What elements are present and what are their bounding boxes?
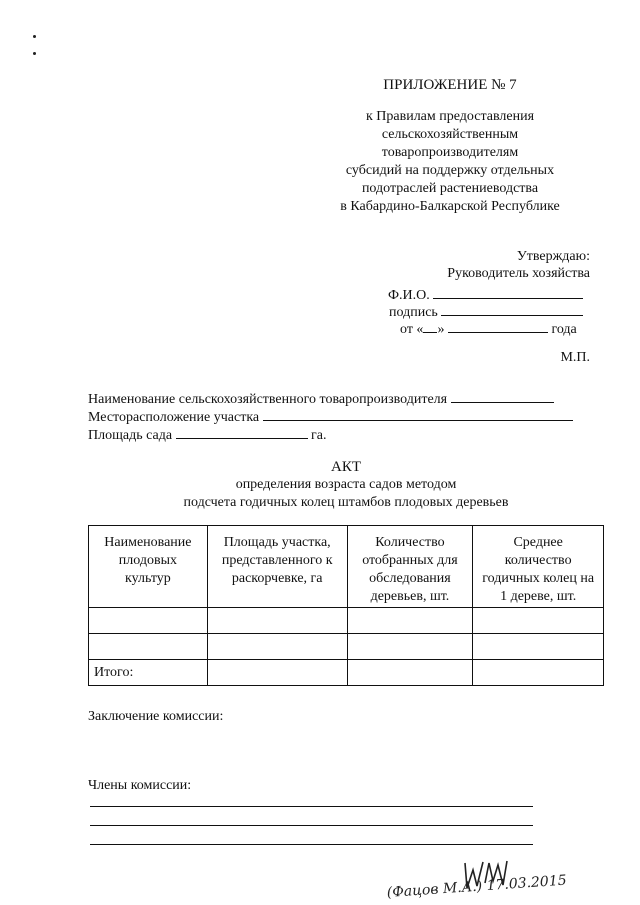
table-cell[interactable] bbox=[207, 608, 347, 634]
location-label: Месторасположение участка bbox=[88, 410, 260, 425]
producer-label: Наименование сельскохозяйственного товаропроизводителя bbox=[88, 392, 448, 407]
appendix-subtitle-line: товаропроизводителям bbox=[381, 145, 519, 160]
location-field bbox=[88, 406, 573, 426]
appendix-subtitle-line: подотраслей растениеводства bbox=[361, 181, 539, 196]
act-title: АКТ bbox=[331, 459, 361, 475]
scan-mark bbox=[33, 52, 36, 55]
stamp-label: М.П. bbox=[560, 350, 590, 365]
table-cell[interactable] bbox=[347, 608, 473, 634]
appendix-subtitle-line: сельскохозяйственным bbox=[381, 127, 519, 142]
table-cell[interactable] bbox=[473, 608, 604, 634]
producer-line bbox=[451, 388, 554, 403]
table-total-row bbox=[89, 660, 604, 686]
act-line: подсчета годичных колец штамбов плодовых деревьев bbox=[183, 495, 509, 510]
handwritten-signature bbox=[385, 855, 605, 900]
header-text: обследования bbox=[369, 571, 451, 586]
table-row bbox=[89, 634, 604, 660]
appendix-subtitle-line: в Кабардино-Балкарской Республике bbox=[340, 199, 560, 214]
appendix-title: ПРИЛОЖЕНИЕ № 7 bbox=[383, 77, 517, 93]
act-line: определения возраста садов методом bbox=[235, 477, 457, 492]
scan-mark bbox=[33, 35, 36, 38]
date-field bbox=[400, 318, 577, 338]
fio-line bbox=[433, 284, 583, 299]
act-heading bbox=[88, 458, 604, 512]
header-text: отобранных для bbox=[362, 553, 458, 568]
area-line bbox=[176, 424, 308, 439]
header-text: представленного к bbox=[221, 553, 333, 568]
approve-label: Утверждаю: bbox=[516, 249, 590, 264]
date-quote-close: » bbox=[437, 322, 445, 337]
table-cell[interactable] bbox=[473, 660, 604, 686]
header-text: Площадь участка, bbox=[223, 535, 331, 550]
member-line bbox=[90, 844, 533, 845]
header-text: плодовых bbox=[118, 553, 178, 568]
table-cell[interactable] bbox=[473, 634, 604, 660]
head-label: Руководитель хозяйства bbox=[447, 266, 590, 281]
header-text: раскорчевке, га bbox=[231, 571, 323, 586]
table-cell[interactable] bbox=[347, 634, 473, 660]
table-cell[interactable] bbox=[89, 608, 208, 634]
total-label: Итого: bbox=[89, 660, 208, 686]
act-table bbox=[88, 525, 604, 686]
date-day-line bbox=[423, 318, 437, 333]
table-row bbox=[89, 608, 604, 634]
conclusion-label: Заключение комиссии: bbox=[88, 709, 224, 724]
header-text: Среднее bbox=[513, 535, 563, 550]
appendix-subtitle-line: субсидий на поддержку отдельных bbox=[345, 163, 555, 178]
signature-label: подпись bbox=[389, 305, 438, 320]
table-header-cell bbox=[473, 526, 604, 608]
appendix-subtitle-line: к Правилам предоставления bbox=[365, 109, 535, 124]
header-text: Количество bbox=[375, 535, 445, 550]
table-cell[interactable] bbox=[207, 660, 347, 686]
date-prefix: от « bbox=[400, 322, 424, 337]
header-text: культур bbox=[125, 571, 171, 586]
header-text: количество bbox=[504, 553, 572, 568]
handwritten-note: (Фацов М.А.) 17.03.2015 bbox=[386, 872, 568, 900]
member-line bbox=[90, 806, 533, 807]
header-text: годичных колец на bbox=[482, 571, 595, 586]
area-unit: га. bbox=[311, 428, 327, 443]
producer-field bbox=[88, 388, 554, 408]
area-field bbox=[88, 424, 327, 444]
header-text: 1 дереве, шт. bbox=[500, 589, 577, 604]
table-header-cell bbox=[347, 526, 473, 608]
area-label: Площадь сада bbox=[88, 428, 173, 443]
signature-line bbox=[441, 301, 583, 316]
signature-drawing bbox=[385, 855, 605, 900]
header-text: Наименование bbox=[104, 535, 192, 550]
table-header-cell bbox=[207, 526, 347, 608]
table-header-cell bbox=[89, 526, 208, 608]
appendix-subtitle bbox=[300, 108, 600, 216]
table-header-row bbox=[89, 526, 604, 608]
table-cell[interactable] bbox=[207, 634, 347, 660]
date-year-label: года bbox=[551, 322, 577, 337]
member-line bbox=[90, 825, 533, 826]
header-text: деревьев, шт. bbox=[370, 589, 450, 604]
table-cell[interactable] bbox=[347, 660, 473, 686]
location-line bbox=[263, 406, 573, 421]
members-label: Члены комиссии: bbox=[88, 778, 192, 793]
date-month-line bbox=[448, 318, 548, 333]
table-cell[interactable] bbox=[89, 634, 208, 660]
fio-label: Ф.И.О. bbox=[388, 288, 430, 303]
